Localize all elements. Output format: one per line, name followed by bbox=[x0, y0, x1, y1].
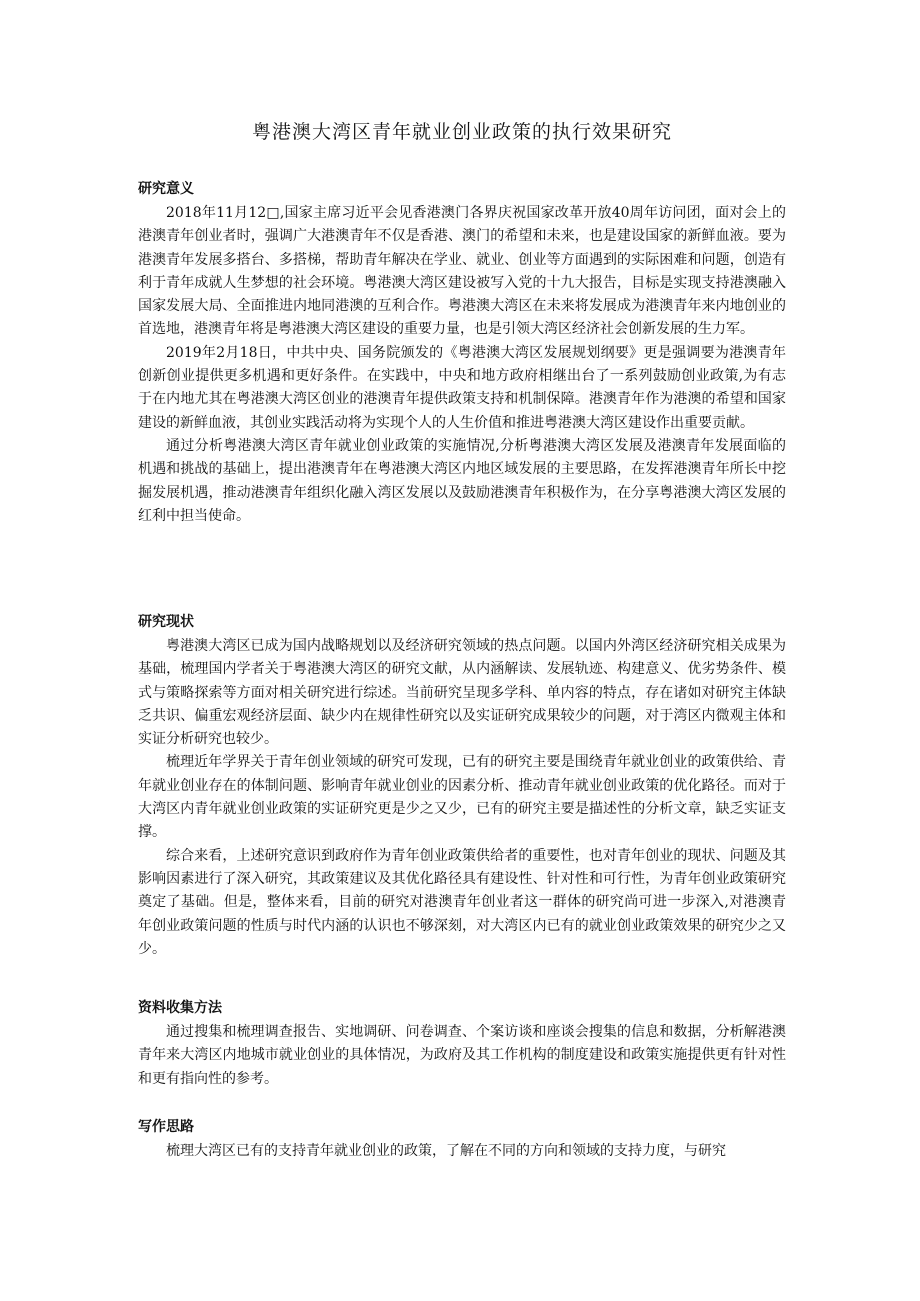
paragraph: 梳理近年学界关于青年创业领域的研究可发现，已有的研究主要是围绕青年就业创业的政策供给、青年就业创业存在的体制问题、影响青年就业创业的因素分析、推动青年就业创业政策的优化路径。而对于大湾区内青年就业创业政策的实证研究更是少之又少，已有的研究主要是描述性的分析文章，缺乏实证支撑。 bbox=[138, 754, 786, 841]
paragraph: 2018年11月12□,国家主席习近平会见香港澳门各界庆祝国家改革开放40周年访问团，面对会上的港澳青年创业者时，强调广大港澳青年不仅是香港、澳门的希望和未来，也是建设国家的新鲜血液。要为港澳青年发展多搭台、多搭梯，帮助青年解决在学业、就业、创业等方面遇到的实际困难和问题，创造有利于青年成就人生梦想的社会环境。粤港澳大湾区建设被写入党的十九大报告，目标是实现支持港澳融入国家发展大局、全面推进内地同港澳的互利合作。粤港澳大湾区在未来将发展成为港澳青年来内地创业的首选地，港澳青年将是粤港澳大湾区建设的重要力量，也是引领大湾区经济社会创新发展的生力军。 bbox=[138, 205, 786, 338]
section-research-significance bbox=[138, 178, 786, 528]
section-data-collection-method bbox=[138, 997, 786, 1091]
section-heading: 研究现状 bbox=[138, 614, 194, 630]
section-heading: 写作思路 bbox=[138, 1119, 194, 1135]
paragraph: 通过分析粤港澳大湾区青年就业创业政策的实施情况,分析粤港澳大湾区发展及港澳青年发展面临的机遇和挑战的基础上，提出港澳青年在粤港澳大湾区内地区域发展的主要思路，在发挥港澳青年所长中挖掘发展机遇，推动港澳青年组织化融入湾区发展以及鼓励港澳青年积极作为，在分享粤港澳大湾区发展的红利中担当使命。 bbox=[138, 437, 786, 524]
paragraph: 通过搜集和梳理调查报告、实地调研、问卷调查、个案访谈和座谈会搜集的信息和数据，分析解港澳青年来大湾区内地城市就业创业的具体情况，为政府及其工作机构的制度建设和政策实施提供更有针对性和更有指向性的参考。 bbox=[138, 1024, 786, 1087]
section-writing-approach bbox=[138, 1116, 786, 1163]
section-heading: 研究意义 bbox=[138, 181, 194, 197]
paragraph: 粤港澳大湾区已成为国内战略规划以及经济研究领域的热点问题。以国内外湾区经济研究相关成果为基础，梳理国内学者关于粤港澳大湾区的研究文献，从内涵解读、发展轨迹、构建意义、优劣势条件、模式与策略探索等方面对相关研究进行综述。当前研究呈现多学科、单内容的特点，存在诸如对研究主体缺乏共识、偏重宏观经济层面、缺少内在规律性研究以及实证研究成果较少的问题，对于湾区内微观主体和实证分析研究也较少。 bbox=[138, 638, 786, 748]
paragraph: 梳理大湾区已有的支持青年就业创业的政策，了解在不同的方向和领域的支持力度，与研究 bbox=[166, 1143, 726, 1159]
section-research-status bbox=[138, 611, 786, 961]
document-title: 粤港澳大湾区青年就业创业政策的执行效果研究 bbox=[251, 121, 672, 143]
section-heading: 资料收集方法 bbox=[138, 1000, 222, 1016]
document-page bbox=[138, 0, 786, 1159]
paragraph: 综合来看，上述研究意识到政府作为青年创业政策供给者的重要性，也对青年创业的现状、问题及其影响因素进行了深入研究，其政策建议及其优化路径具有建设性、针对性和可行性，为青年创业政策研究奠定了基础。但是，整体来看，目前的研究对港澳青年创业者这一群体的研究尚可进一步深入,对港澳青年创业政策问题的性质与时代内涵的认识也不够深刻，对大湾区内已有的就业创业政策效果的研究少之又少。 bbox=[138, 847, 786, 957]
paragraph: 2019年2月18日，中共中央、国务院颁发的《粤港澳大湾区发展规划纲要》更是强调要为港澳青年创新创业提供更多机遇和更好条件。在实践中，中央和地方政府相继出台了一系列鼓励创业政策,为有志于在内地尤其在粤港澳大湾区创业的港澳青年提供政策支持和机制保障。港澳青年作为港澳的希望和国家建设的新鲜血液，其创业实践活动将为实现个人的人生价值和推进粤港澳大湾区建设作出重要贡献。 bbox=[138, 344, 786, 431]
